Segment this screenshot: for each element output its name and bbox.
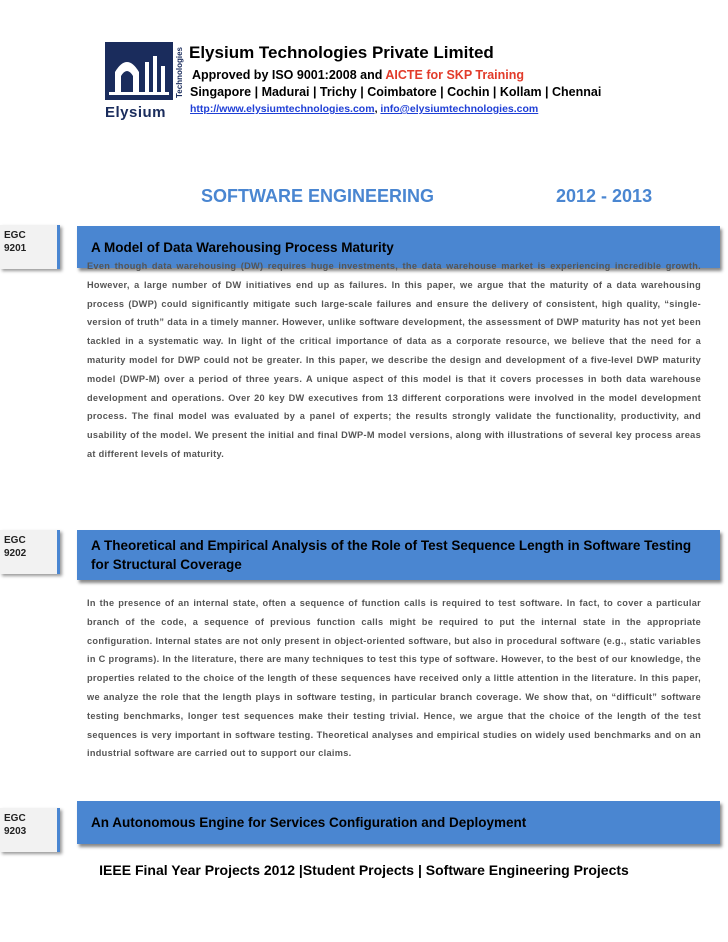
section-code-9201 (0, 225, 60, 269)
section-code-number: 9201 (4, 243, 27, 254)
section-code-9202 (0, 530, 60, 574)
section-code-prefix: EGC (4, 813, 26, 824)
email-link[interactable]: info@elysiumtechnologies.com (380, 103, 539, 115)
section-title: A Model of Data Warehousing Process Maturity (91, 239, 394, 255)
contact-links (190, 103, 538, 115)
section-code-prefix: EGC (4, 535, 26, 546)
logo-emblem-icon (105, 42, 173, 100)
accreditation-prefix: Approved by ISO 9001:2008 and (192, 68, 386, 82)
logo-brand-text: Elysium (105, 104, 167, 121)
section-code-number: 9203 (4, 826, 27, 837)
accreditation-highlight: AICTE for SKP Training (385, 68, 525, 82)
section-code-number: 9202 (4, 548, 27, 559)
section-title-bar (77, 530, 720, 580)
section-abstract: In the presence of an internal state, often a sequence of function calls is required to test software. In fact, to cover a particular branch of the code, a sequence of previous function calls might be required to put the internal state in the appropriate configuration. Internal states are not only present in object-oriented software, but also in procedural software (e.g., static variables in C programs). In the literature, there are many techniques to test this type of software. However, to the best of our knowledge, the properties related to the choice of the length of these sequences have received only a little attention in the literature. In this paper, we analyze the role that the length plays in software testing, in particular branch coverage. We show that, on “difficult” software testing benchmarks, longer test sequences make their testing trivial. Hence, we argue that the choice of the length of the test sequences is very important in software testing. Theoretical analyses and empirical studies on widely used benchmarks and on an industrial software are carried out to support our claims. (87, 598, 701, 759)
section-title-bar (77, 801, 720, 844)
section-code-9203 (0, 808, 60, 852)
section-title: A Theoretical and Empirical Analysis of the Role of Test Sequence Length in Software Testing for Structural Coverage (91, 538, 692, 572)
logo-tagline: Technologies (175, 47, 184, 99)
page-footer: IEEE Final Year Projects 2012 |Student Projects | Software Engineering Projects (99, 862, 629, 878)
link-separator: , (374, 103, 378, 115)
accreditation-line (192, 68, 524, 82)
company-name: Elysium Technologies Private Limited (189, 43, 494, 62)
document-year: 2012 - 2013 (556, 186, 653, 206)
company-logo (105, 42, 185, 122)
section-abstract: Even though data warehousing (DW) requires huge investments, the data warehouse market is experiencing incredible growth. However, a large number of DW initiatives end up as failures. In this paper, we argue that the maturity of a data warehousing process (DWP) could significantly mitigate such large-scale failures and ensure the delivery of consistent, high quality, “single-version of truth” data in a timely manner. However, unlike software development, the assessment of DWP maturity has not yet been tackled in a systematic way. In light of the critical importance of data as a corporate resource, we believe that the need for a maturity model for DWP could not be greater. In this paper, we describe the design and development of a five-level DWP maturity model (DWP-M) over a period of three years. A unique aspect of this model is that it covers processes in both data warehouse development and operations. Over 20 key DW executives from 13 different corporations were involved in the model development process. The final model was evaluated by a panel of experts; the results strongly validate the functionality, productivity, and usability of the model. We present the initial and final DWP-M model versions, along with illustrations of several key process areas at different levels of maturity. (87, 261, 701, 459)
document-subject: SOFTWARE ENGINEERING (201, 186, 435, 206)
section-code-prefix: EGC (4, 230, 26, 241)
website-link[interactable]: http://www.elysiumtechnologies.com (190, 103, 375, 115)
office-cities: Singapore | Madurai | Trichy | Coimbatore | Cochin | Kollam | Chennai (190, 85, 602, 99)
section-title: An Autonomous Engine for Services Configuration and Deployment (91, 815, 527, 830)
